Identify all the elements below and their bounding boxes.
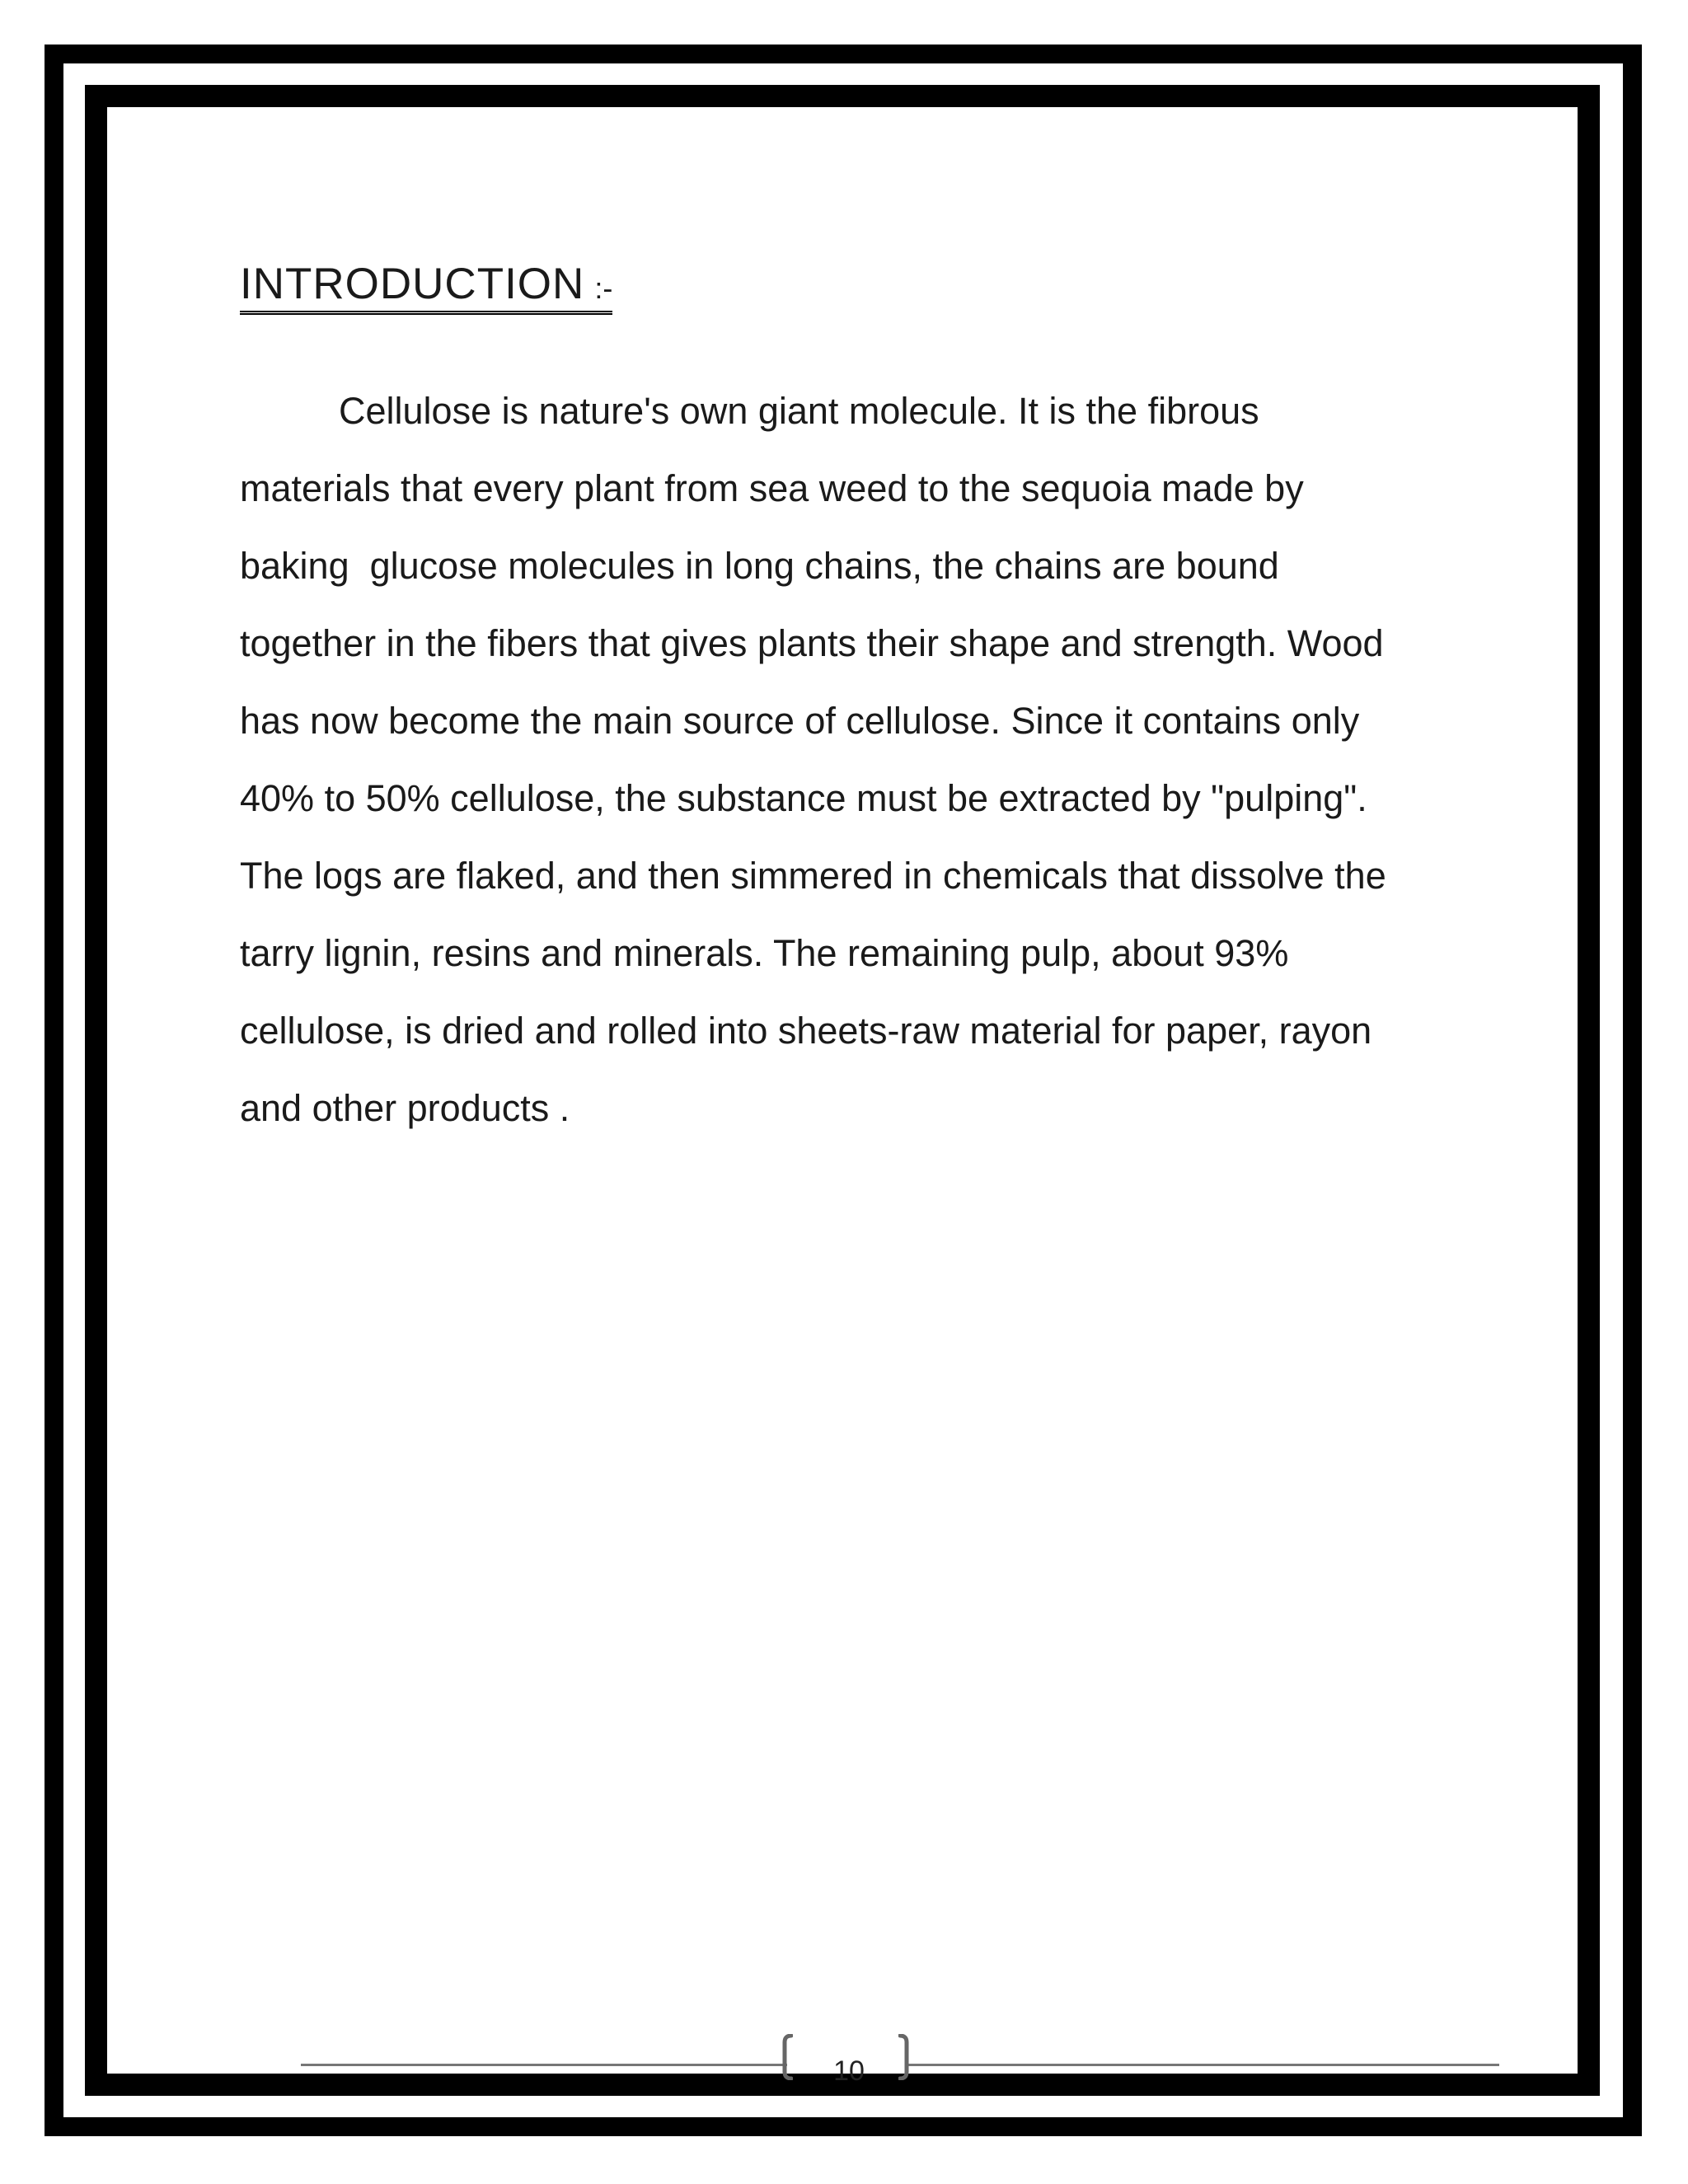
- paragraph-line: and other products .: [240, 1087, 570, 1129]
- body-paragraph: [240, 373, 1443, 1147]
- left-bracket-icon: [781, 2034, 793, 2080]
- right-bracket-icon: [898, 2034, 910, 2080]
- paragraph-line: has now become the main source of cellulose. Since it contains only: [240, 700, 1360, 742]
- paragraph-line: 40% to 50% cellulose, the substance must be extracted by "pulping".: [240, 777, 1367, 819]
- paragraph-line: together in the fibers that gives plants their shape and strength. Wood: [240, 622, 1384, 664]
- footer-rule-right: [908, 2064, 1499, 2066]
- footer-rule-left: [301, 2064, 787, 2066]
- paragraph-line: materials that every plant from sea weed to the sequoia made by: [240, 467, 1304, 509]
- paragraph-line: cellulose, is dried and rolled into sheets-raw material for paper, rayon: [240, 1010, 1372, 1052]
- section-heading: [240, 262, 612, 315]
- paragraph-line: tarry lignin, resins and minerals. The remaining pulp, about 93%: [240, 932, 1289, 974]
- paragraph-line: Cellulose is nature's own giant molecule. It is the fibrous: [339, 390, 1259, 432]
- paragraph-line: baking glucose molecules in long chains, the chains are bound: [240, 545, 1279, 587]
- paragraph-line: The logs are flaked, and then simmered in chemicals that dissolve the: [240, 855, 1386, 897]
- heading-suffix: :-: [594, 271, 613, 305]
- heading-title: INTRODUCTION: [240, 260, 585, 308]
- page-number: 10: [833, 2055, 865, 2087]
